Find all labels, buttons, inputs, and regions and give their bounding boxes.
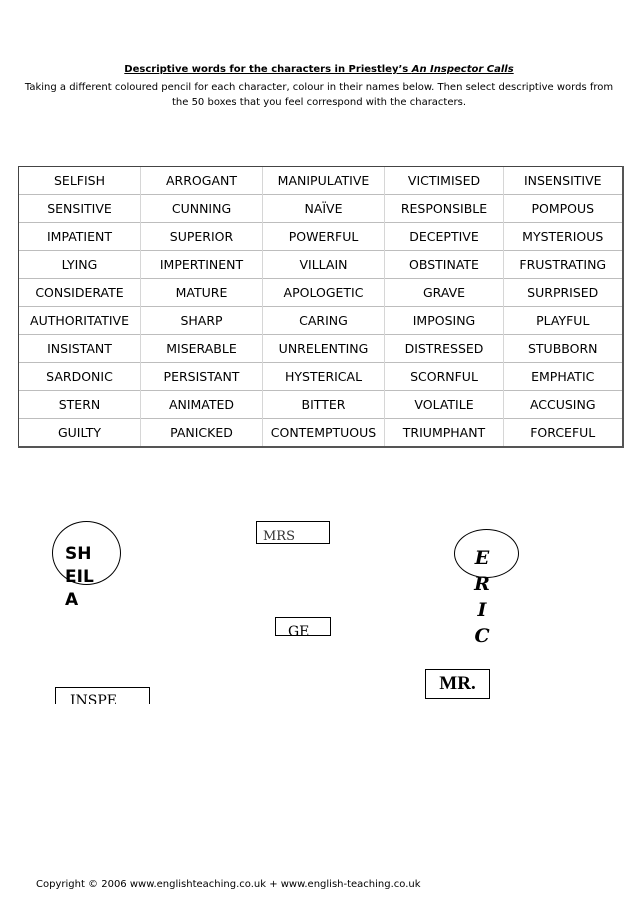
word-row xyxy=(19,195,623,223)
word-cell[interactable]: APOLOGETIC xyxy=(263,279,385,307)
word-cell[interactable]: SCORNFUL xyxy=(385,363,504,391)
word-cell[interactable]: HYSTERICAL xyxy=(263,363,385,391)
word-cell[interactable]: GRAVE xyxy=(385,279,504,307)
ge-box-label: GE xyxy=(288,624,310,636)
word-cell[interactable]: ACCUSING xyxy=(504,391,623,419)
word-row xyxy=(19,279,623,307)
word-cell[interactable]: IMPATIENT xyxy=(19,223,141,251)
word-row xyxy=(19,223,623,251)
word-cell[interactable]: POMPOUS xyxy=(504,195,623,223)
word-cell[interactable]: DISTRESSED xyxy=(385,335,504,363)
word-cell[interactable]: PLAYFUL xyxy=(504,307,623,335)
word-cell[interactable]: SENSITIVE xyxy=(19,195,141,223)
word-cell[interactable]: TRIUMPHANT xyxy=(385,419,504,448)
word-cell[interactable]: STERN xyxy=(19,391,141,419)
word-cell[interactable]: CUNNING xyxy=(141,195,263,223)
word-cell[interactable]: LYING xyxy=(19,251,141,279)
word-cell[interactable]: CONSIDERATE xyxy=(19,279,141,307)
word-cell[interactable]: SARDONIC xyxy=(19,363,141,391)
eric-name xyxy=(470,545,494,649)
descriptive-words-table xyxy=(18,166,624,448)
mr-birling-box[interactable]: MR. xyxy=(425,669,490,699)
sheila-name xyxy=(65,543,115,612)
word-cell[interactable]: VILLAIN xyxy=(263,251,385,279)
word-cell[interactable]: FRUSTRATING xyxy=(504,251,623,279)
word-row xyxy=(19,363,623,391)
word-cell[interactable]: BITTER xyxy=(263,391,385,419)
word-cell[interactable]: DECEPTIVE xyxy=(385,223,504,251)
word-cell[interactable]: EMPHATIC xyxy=(504,363,623,391)
word-cell[interactable]: SURPRISED xyxy=(504,279,623,307)
word-cell[interactable]: MATURE xyxy=(141,279,263,307)
word-cell[interactable]: SELFISH xyxy=(19,167,141,195)
word-cell[interactable]: ARROGANT xyxy=(141,167,263,195)
word-row xyxy=(19,167,623,195)
word-row xyxy=(19,307,623,335)
word-cell[interactable]: MANIPULATIVE xyxy=(263,167,385,195)
word-cell[interactable]: MYSTERIOUS xyxy=(504,223,623,251)
inspector-box[interactable] xyxy=(55,687,150,704)
word-cell[interactable]: GUILTY xyxy=(19,419,141,448)
word-cell[interactable]: IMPERTINENT xyxy=(141,251,263,279)
mrs-birling-box[interactable] xyxy=(256,521,330,544)
title-play-name: An Inspector Calls xyxy=(411,64,514,75)
word-cell[interactable]: CARING xyxy=(263,307,385,335)
word-cell[interactable]: IMPOSING xyxy=(385,307,504,335)
word-row xyxy=(19,391,623,419)
word-cell[interactable]: AUTHORITATIVE xyxy=(19,307,141,335)
word-cell[interactable]: PANICKED xyxy=(141,419,263,448)
sheila-line-1: SH xyxy=(65,544,92,564)
word-cell[interactable]: FORCEFUL xyxy=(504,419,623,448)
word-cell[interactable]: VICTIMISED xyxy=(385,167,504,195)
word-row xyxy=(19,419,623,448)
word-cell[interactable]: RESPONSIBLE xyxy=(385,195,504,223)
eric-letter-1: E xyxy=(474,547,490,569)
gerald-box[interactable] xyxy=(275,617,331,636)
word-row xyxy=(19,251,623,279)
sheila-line-3: A xyxy=(65,590,79,610)
word-cell[interactable]: CONTEMPTUOUS xyxy=(263,419,385,448)
word-cell[interactable]: ANIMATED xyxy=(141,391,263,419)
words-table-body xyxy=(19,167,623,448)
word-cell[interactable]: NAÏVE xyxy=(263,195,385,223)
word-cell[interactable]: OBSTINATE xyxy=(385,251,504,279)
eric-letter-3: I xyxy=(477,599,487,621)
word-cell[interactable]: VOLATILE xyxy=(385,391,504,419)
word-cell[interactable]: PERSISTANT xyxy=(141,363,263,391)
inspector-box-label: INSPE xyxy=(70,693,118,704)
mrs-box-label: MRS xyxy=(263,529,296,544)
instructions: Taking a different coloured pencil for each character, colour in their names below. Then select descriptive words from the 50 boxes that you feel correspond with the characters. xyxy=(24,82,614,108)
word-cell[interactable]: STUBBORN xyxy=(504,335,623,363)
title-prefix: Descriptive words for the characters in Priestley’s xyxy=(124,64,412,75)
word-cell[interactable]: INSISTANT xyxy=(19,335,141,363)
sheila-line-2: EIL xyxy=(65,567,94,587)
worksheet-title xyxy=(0,64,638,75)
eric-letter-2: R xyxy=(474,573,490,595)
word-cell[interactable]: SUPERIOR xyxy=(141,223,263,251)
word-cell[interactable]: SHARP xyxy=(141,307,263,335)
word-cell[interactable]: INSENSITIVE xyxy=(504,167,623,195)
word-cell[interactable]: MISERABLE xyxy=(141,335,263,363)
word-cell[interactable]: POWERFUL xyxy=(263,223,385,251)
word-row xyxy=(19,335,623,363)
word-cell[interactable]: UNRELENTING xyxy=(263,335,385,363)
copyright-footer: Copyright © 2006 www.englishteaching.co.uk + www.english-teaching.co.uk xyxy=(36,879,421,890)
eric-letter-4: C xyxy=(474,625,490,647)
